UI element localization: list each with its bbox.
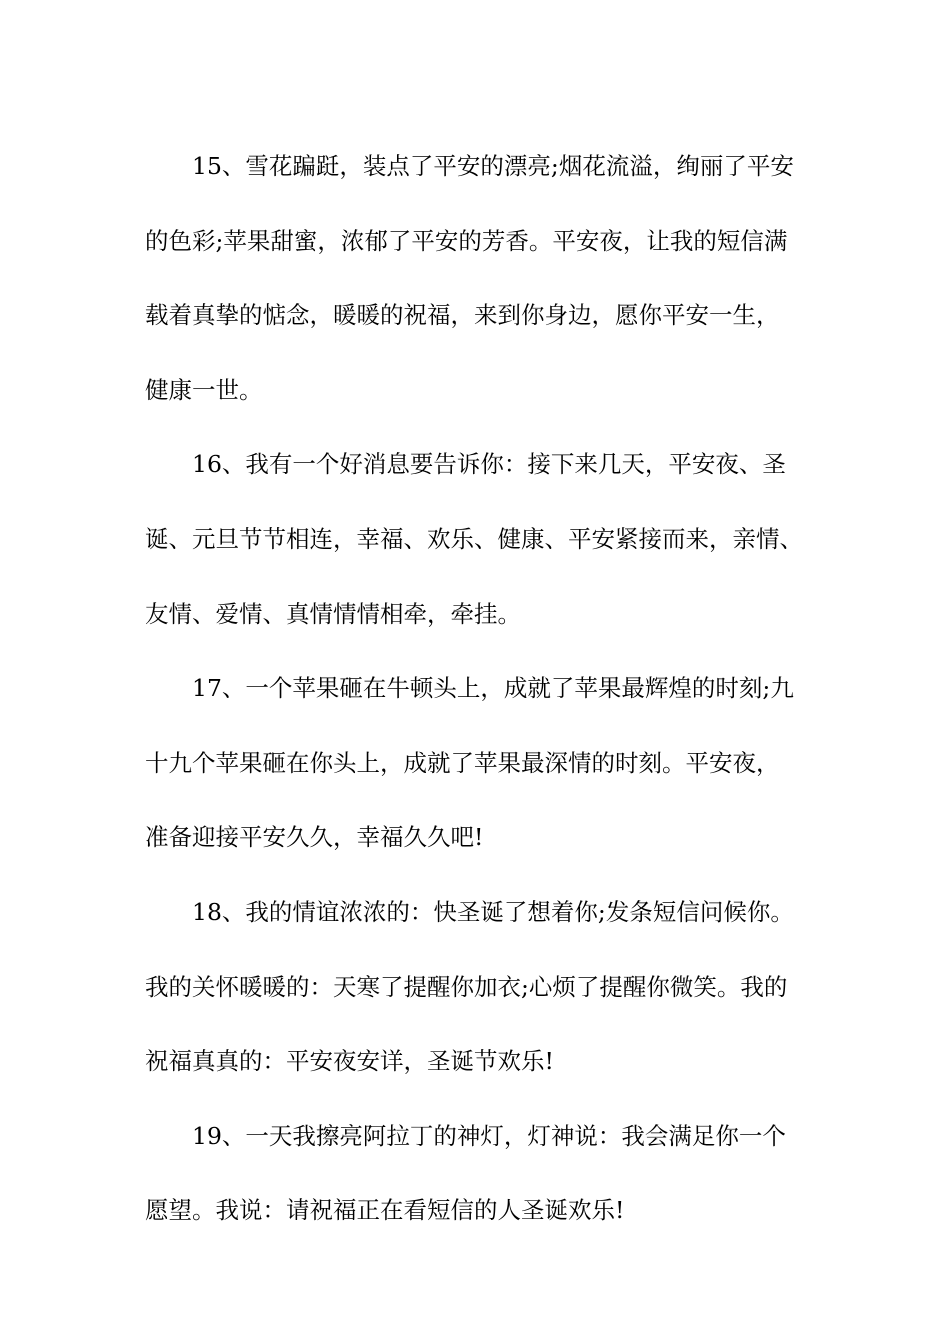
text-line: 的色彩;苹果甜蜜，浓郁了平安的芳香。平安夜，让我的短信满 xyxy=(145,226,788,255)
paragraph-16 xyxy=(145,427,825,651)
text-line: 载着真挚的惦念，暖暖的祝福，来到你身边，愿你平安一生， xyxy=(145,301,780,330)
paragraph-19 xyxy=(145,1099,825,1248)
body-text xyxy=(145,129,825,1248)
paragraph-17 xyxy=(145,651,825,875)
text-line: 15、雪花蹁跹，装点了平安的漂亮;烟花流溢，绚丽了平安 xyxy=(192,152,794,180)
paragraph-15 xyxy=(145,129,825,427)
text-line: 16、我有一个好消息要告诉你：接下来几天，平安夜、圣 xyxy=(192,450,786,479)
text-line: 健康一世。 xyxy=(145,375,263,404)
text-line: 17、一个苹果砸在牛顿头上，成就了苹果最辉煌的时刻;九 xyxy=(192,674,794,703)
text-line: 祝福真真的：平安夜安详，圣诞节欢乐! xyxy=(145,1047,554,1076)
text-line: 十九个苹果砸在你头上，成就了苹果最深情的时刻。平安夜， xyxy=(145,748,780,777)
text-line: 诞、元旦节节相连，幸福、欢乐、健康、平安紧接而来，亲情、 xyxy=(145,524,803,553)
text-line: 18、我的情谊浓浓的：快圣诞了想着你;发条短信问候你。 xyxy=(192,897,794,926)
text-line: 准备迎接平安久久，幸福久久吧! xyxy=(145,823,484,852)
paragraph-18 xyxy=(145,875,825,1099)
text-line: 友情、爱情、真情情情相牵，牵挂。 xyxy=(145,599,521,628)
text-line: 我的关怀暖暖的：天寒了提醒你加衣;心烦了提醒你微笑。我的 xyxy=(145,972,788,1001)
text-line: 19、一天我擦亮阿拉丁的神灯，灯神说：我会满足你一个 xyxy=(192,1121,786,1150)
text-line: 愿望。我说：请祝福正在看短信的人圣诞欢乐! xyxy=(145,1196,625,1225)
